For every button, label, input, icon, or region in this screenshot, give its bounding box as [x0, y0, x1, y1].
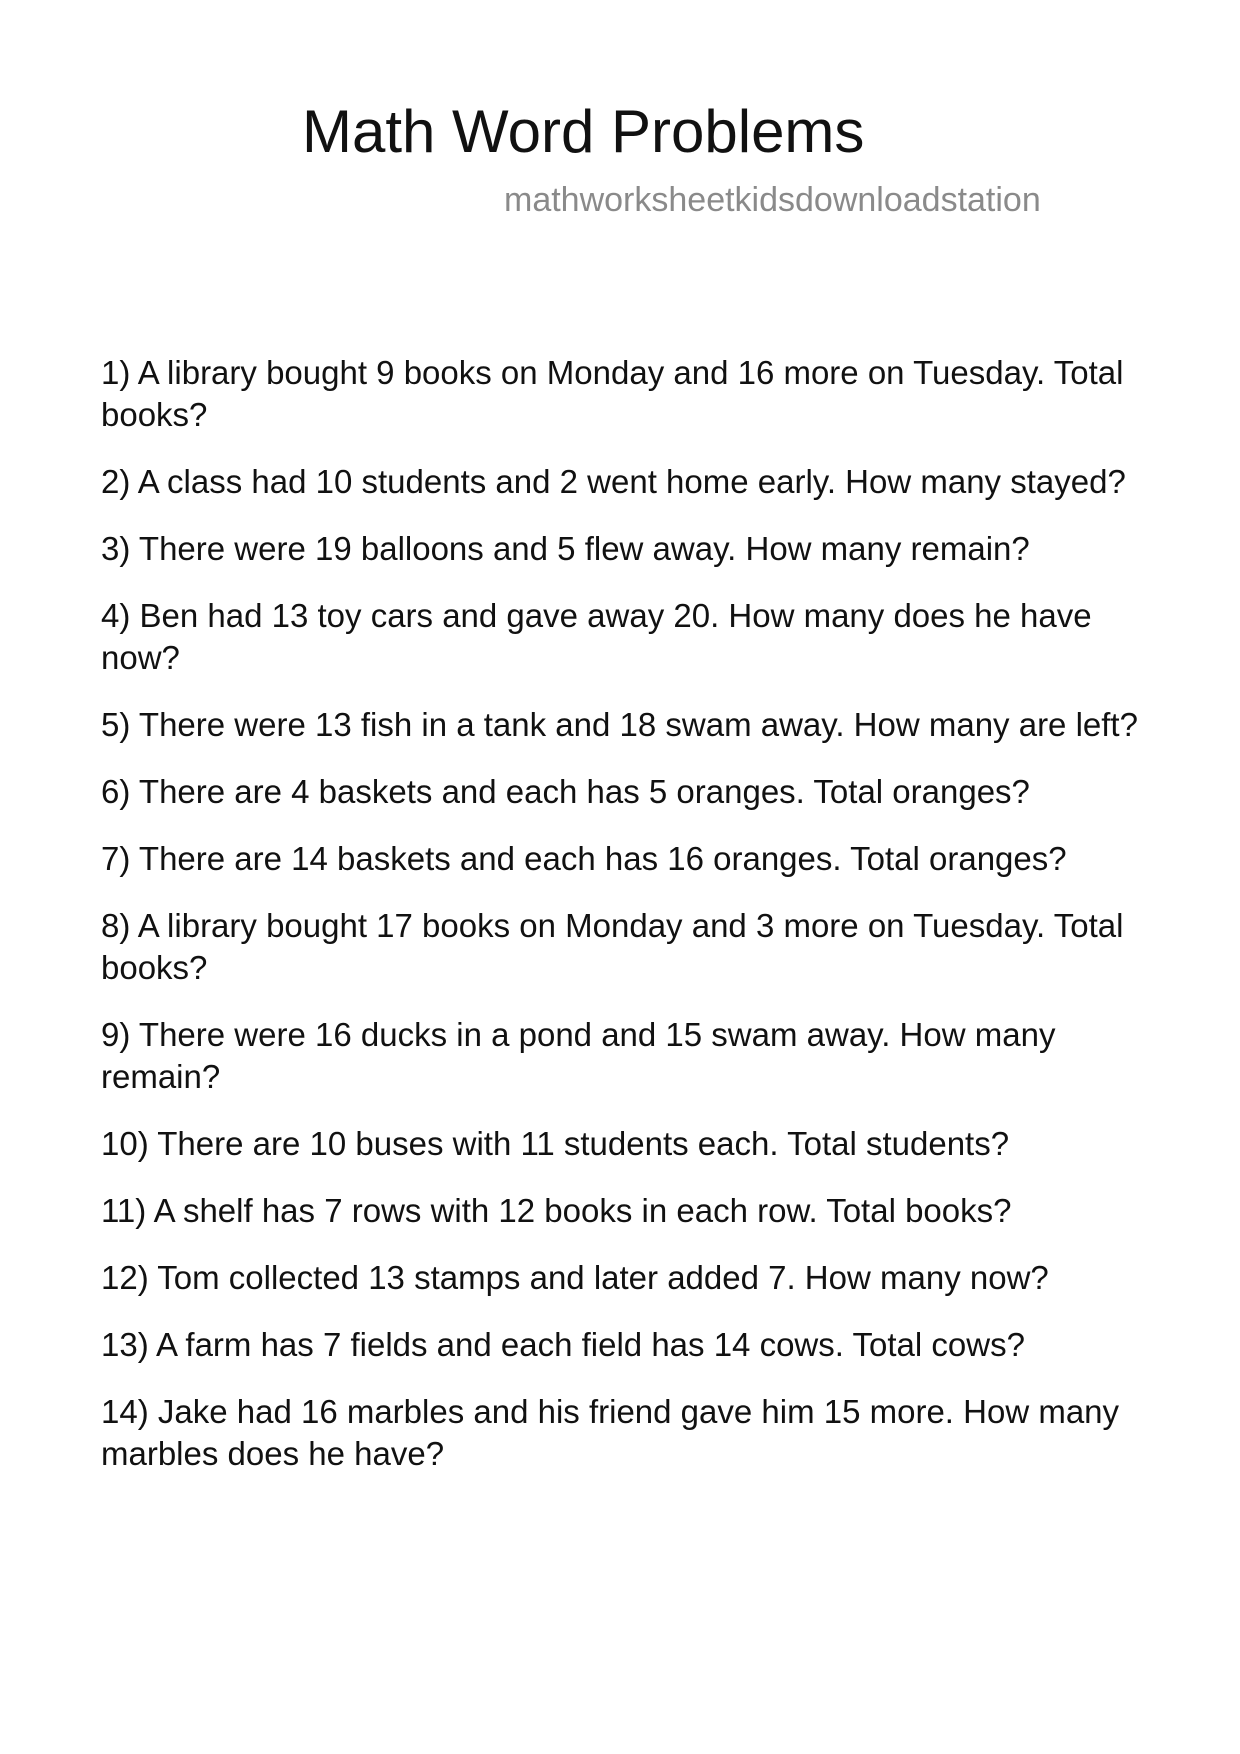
problem-item: 7) There are 14 baskets and each has 16 oranges. Total oranges? — [101, 840, 1067, 877]
problem-item: 9) There were 16 ducks in a pond and 15 swam away. How many remain? — [101, 1016, 1056, 1095]
problem-item: 14) Jake had 16 marbles and his friend gave him 15 more. How many marbles does he have? — [101, 1393, 1120, 1472]
problem-item: 4) Ben had 13 toy cars and gave away 20. How many does he have now? — [101, 597, 1092, 676]
problem-item: 10) There are 10 buses with 11 students each. Total students? — [101, 1125, 1010, 1162]
problem-item: 8) A library bought 17 books on Monday and 3 more on Tuesday. Total books? — [101, 907, 1124, 986]
source-watermark: mathworksheetkidsdownloadstation — [504, 181, 1041, 219]
page-title: Math Word Problems — [302, 98, 865, 165]
problem-list — [101, 352, 1141, 1500]
problem-item: 1) A library bought 9 books on Monday and 16 more on Tuesday. Total books? — [101, 354, 1124, 433]
problem-item: 13) A farm has 7 fields and each field has 14 cows. Total cows? — [101, 1326, 1025, 1363]
problem-item: 6) There are 4 baskets and each has 5 oranges. Total oranges? — [101, 773, 1030, 810]
problem-item: 11) A shelf has 7 rows with 12 books in each row. Total books? — [101, 1192, 1012, 1229]
problem-item: 2) A class had 10 students and 2 went home early. How many stayed? — [101, 463, 1126, 500]
problem-item: 5) There were 13 fish in a tank and 18 swam away. How many are left? — [101, 706, 1138, 743]
problem-item: 12) Tom collected 13 stamps and later added 7. How many now? — [101, 1259, 1049, 1296]
problem-item: 3) There were 19 balloons and 5 flew away. How many remain? — [101, 530, 1030, 567]
